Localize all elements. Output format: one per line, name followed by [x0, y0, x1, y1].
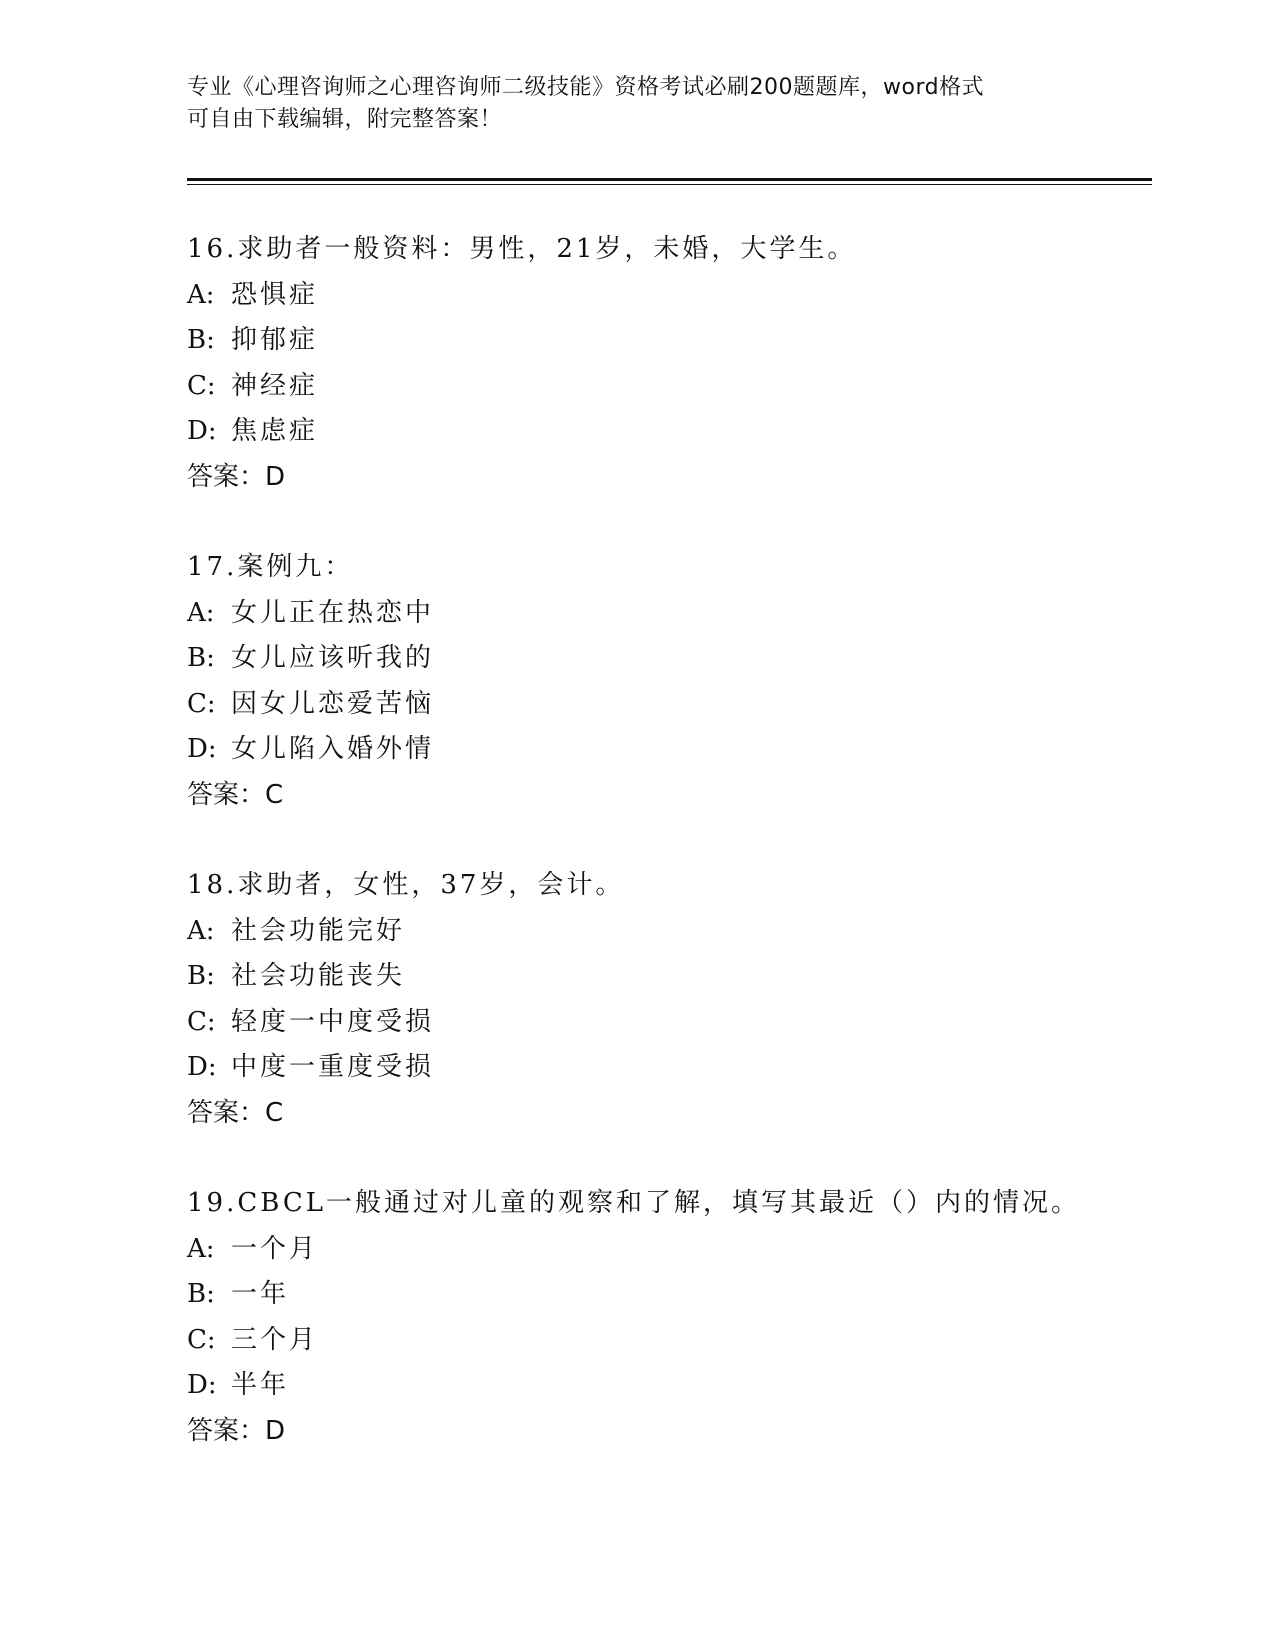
question-block [187, 863, 1187, 1137]
option-letter: A: [187, 279, 215, 310]
option-text: 神经症 [231, 370, 319, 401]
option-letter: B: [187, 643, 215, 674]
question-block [187, 1181, 1187, 1455]
answer-line: 答案：D [187, 1415, 286, 1446]
option-letter: B: [187, 961, 215, 992]
option-c [187, 682, 1187, 728]
header-line-2: 可自由下载编辑，附完整答案！ [187, 107, 503, 132]
document-header [187, 72, 1087, 136]
option-a [187, 909, 1187, 955]
option-letter: D: [187, 734, 217, 765]
option-text: 社会功能丧失 [231, 961, 406, 992]
option-d [187, 1045, 1187, 1091]
option-b [187, 1272, 1187, 1318]
option-b [187, 954, 1187, 1000]
option-text: 社会功能完好 [231, 915, 406, 946]
question-block [187, 545, 1187, 819]
option-text: 女儿正在热恋中 [231, 597, 435, 628]
header-line-1: 专业《心理咨询师之心理咨询师二级技能》资格考试必刷200题题库，word格式 [187, 75, 985, 100]
question-block [187, 227, 1187, 501]
answer-line: 答案：C [187, 779, 284, 810]
option-text: 女儿陷入婚外情 [231, 734, 435, 765]
option-d [187, 1363, 1187, 1409]
option-b [187, 318, 1187, 364]
option-letter: C: [187, 1006, 216, 1037]
option-text: 一年 [231, 1279, 290, 1310]
answer-line: 答案：C [187, 1097, 284, 1128]
question-stem: 17.案例九： [187, 552, 354, 582]
option-text: 轻度一中度受损 [231, 1006, 435, 1037]
option-letter: B: [187, 325, 215, 356]
option-d [187, 409, 1187, 455]
option-c [187, 1318, 1187, 1364]
option-text: 三个月 [231, 1324, 319, 1355]
option-d [187, 727, 1187, 773]
option-a [187, 591, 1187, 637]
option-letter: D: [187, 416, 217, 447]
option-letter: D: [187, 1370, 217, 1401]
option-text: 焦虑症 [231, 416, 319, 447]
option-text: 一个月 [231, 1233, 319, 1264]
answer-line: 答案：D [187, 461, 286, 492]
option-text: 恐惧症 [231, 279, 319, 310]
option-letter: A: [187, 1233, 215, 1264]
option-a [187, 273, 1187, 319]
option-c [187, 1000, 1187, 1046]
option-letter: A: [187, 597, 215, 628]
option-letter: C: [187, 688, 216, 719]
option-text: 女儿应该听我的 [231, 643, 435, 674]
option-a [187, 1227, 1187, 1273]
option-c [187, 364, 1187, 410]
header-divider-thin [187, 184, 1152, 185]
option-text: 半年 [231, 1370, 290, 1401]
option-letter: D: [187, 1052, 217, 1083]
question-stem: 16.求助者一般资料：男性，21岁，未婚，大学生。 [187, 234, 857, 264]
question-stem: 18.求助者，女性，37岁，会计。 [187, 870, 625, 900]
option-b [187, 636, 1187, 682]
question-stem: 19.CBCL一般通过对儿童的观察和了解，填写其最近（）内的情况。 [187, 1188, 1080, 1218]
option-text: 因女儿恋爱苦恼 [231, 688, 435, 719]
option-text: 抑郁症 [231, 325, 319, 356]
option-letter: C: [187, 370, 216, 401]
header-divider-thick [187, 178, 1152, 181]
option-letter: C: [187, 1324, 216, 1355]
option-text: 中度一重度受损 [231, 1052, 435, 1083]
option-letter: A: [187, 915, 215, 946]
option-letter: B: [187, 1279, 215, 1310]
